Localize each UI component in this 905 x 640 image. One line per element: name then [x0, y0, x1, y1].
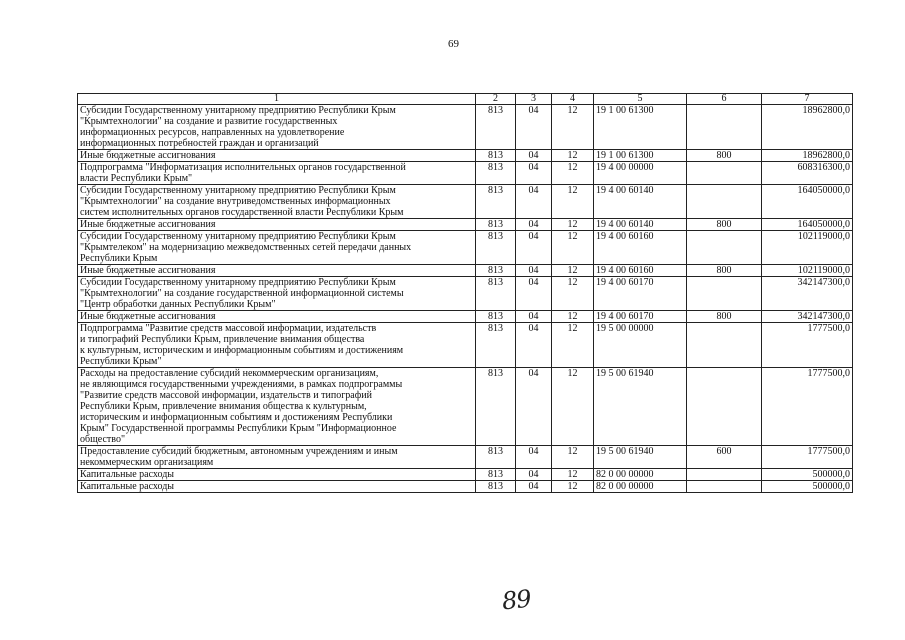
row-target-article-cell: 19 4 00 60140: [594, 219, 687, 231]
row-expense-type-cell: [687, 368, 762, 446]
row-ved-cell: 813: [476, 277, 516, 311]
table-row: [78, 277, 853, 311]
row-amount-cell: 500000,0: [762, 469, 853, 481]
row-section-cell: 04: [516, 469, 552, 481]
row-target-article-cell: 19 4 00 00000: [594, 162, 687, 185]
row-name-cell: Субсидии Государственному унитарному предприятию Республики Крым "Крымтехнологии" на создание и развитие государственных информационных ресурсов, направленных на удовлетворение информационных потребностей граждан и организаций: [78, 105, 476, 150]
row-expense-type-cell: 800: [687, 219, 762, 231]
table-row: [78, 105, 853, 150]
table-row: [78, 311, 853, 323]
row-amount-cell: 1777500,0: [762, 368, 853, 446]
row-amount-cell: 608316300,0: [762, 162, 853, 185]
row-expense-type-cell: [687, 162, 762, 185]
row-expense-type-cell: 800: [687, 311, 762, 323]
table-row: [78, 185, 853, 219]
row-name-cell: Подпрограмма "Развитие средств массовой информации, издательств и типографий Республики Крым, привлечение внимания общества к культурным, историческим и информационным событиям и достижениям Республики Крым": [78, 323, 476, 368]
row-subsection-cell: 12: [552, 277, 594, 311]
row-name-cell: Расходы на предоставление субсидий некоммерческим организациям, не являющимся государственными учреждениями, в рамках подпрограммы "Развитие средств массовой информации, издательств и типографий Республики Крым, привлечение внимания общества к культурным, историческим и информационным событиям и достижениям Республики Крым" Государственной программы Республики Крым "Информационное общество": [78, 368, 476, 446]
row-subsection-cell: 12: [552, 469, 594, 481]
row-name-cell: Иные бюджетные ассигнования: [78, 265, 476, 277]
row-section-cell: 04: [516, 323, 552, 368]
row-target-article-cell: 19 4 00 60170: [594, 277, 687, 311]
row-target-article-cell: 82 0 00 00000: [594, 469, 687, 481]
row-subsection-cell: 12: [552, 231, 594, 265]
column-header: 5: [594, 94, 687, 105]
row-subsection-cell: 12: [552, 150, 594, 162]
row-subsection-cell: 12: [552, 185, 594, 219]
row-name-cell: Субсидии Государственному унитарному предприятию Республики Крым "Крымтехнологии" на создание государственной информационной системы "Центр обработки данных Республики Крым": [78, 277, 476, 311]
row-name-cell: Субсидии Государственному унитарному предприятию Республики Крым "Крымтелеком" на модернизацию межведомственных сетей передачи данных Республики Крым: [78, 231, 476, 265]
row-subsection-cell: 12: [552, 368, 594, 446]
row-target-article-cell: 19 4 00 60160: [594, 265, 687, 277]
row-target-article-cell: 19 5 00 61940: [594, 446, 687, 469]
row-section-cell: 04: [516, 311, 552, 323]
table-body: [78, 105, 853, 493]
row-section-cell: 04: [516, 446, 552, 469]
table-row: [78, 219, 853, 231]
row-amount-cell: 102119000,0: [762, 265, 853, 277]
row-ved-cell: 813: [476, 105, 516, 150]
row-target-article-cell: 19 5 00 61940: [594, 368, 687, 446]
row-target-article-cell: 82 0 00 00000: [594, 481, 687, 493]
table-row: [78, 368, 853, 446]
row-ved-cell: 813: [476, 446, 516, 469]
row-section-cell: 04: [516, 481, 552, 493]
row-subsection-cell: 12: [552, 105, 594, 150]
row-section-cell: 04: [516, 162, 552, 185]
handwritten-mark: 89: [500, 584, 532, 616]
row-subsection-cell: 12: [552, 162, 594, 185]
budget-table: [77, 93, 853, 493]
row-name-cell: Субсидии Государственному унитарному предприятию Республики Крым "Крымтехнологии" на создание внутриведомственных информационных систем исполнительных органов государственной власти Республики Крым: [78, 185, 476, 219]
column-header: 1: [78, 94, 476, 105]
table-row: [78, 323, 853, 368]
row-amount-cell: 18962800,0: [762, 150, 853, 162]
row-ved-cell: 813: [476, 481, 516, 493]
row-ved-cell: 813: [476, 219, 516, 231]
row-target-article-cell: 19 4 00 60170: [594, 311, 687, 323]
row-subsection-cell: 12: [552, 219, 594, 231]
row-amount-cell: 1777500,0: [762, 446, 853, 469]
row-expense-type-cell: [687, 185, 762, 219]
table-row: [78, 162, 853, 185]
table-row: [78, 446, 853, 469]
row-target-article-cell: 19 1 00 61300: [594, 150, 687, 162]
row-ved-cell: 813: [476, 150, 516, 162]
row-name-cell: Капитальные расходы: [78, 481, 476, 493]
row-section-cell: 04: [516, 185, 552, 219]
row-name-cell: Предоставление субсидий бюджетным, автономным учреждениям и иным некоммерческим организациям: [78, 446, 476, 469]
row-ved-cell: 813: [476, 231, 516, 265]
row-expense-type-cell: [687, 323, 762, 368]
table-row: [78, 469, 853, 481]
row-expense-type-cell: 600: [687, 446, 762, 469]
row-section-cell: 04: [516, 105, 552, 150]
table-row: [78, 150, 853, 162]
row-expense-type-cell: [687, 277, 762, 311]
row-name-cell: Подпрограмма "Информатизация исполнительных органов государственной власти Республики Крым": [78, 162, 476, 185]
row-subsection-cell: 12: [552, 265, 594, 277]
row-expense-type-cell: 800: [687, 265, 762, 277]
row-section-cell: 04: [516, 277, 552, 311]
page-number: 69: [448, 38, 459, 50]
row-ved-cell: 813: [476, 162, 516, 185]
row-section-cell: 04: [516, 219, 552, 231]
row-name-cell: Капитальные расходы: [78, 469, 476, 481]
table-row: [78, 265, 853, 277]
row-amount-cell: 164050000,0: [762, 185, 853, 219]
row-name-cell: Иные бюджетные ассигнования: [78, 219, 476, 231]
row-amount-cell: 1777500,0: [762, 323, 853, 368]
table-header-row: [78, 94, 853, 105]
row-ved-cell: 813: [476, 311, 516, 323]
row-amount-cell: 18962800,0: [762, 105, 853, 150]
row-ved-cell: 813: [476, 185, 516, 219]
column-header: 7: [762, 94, 853, 105]
row-amount-cell: 500000,0: [762, 481, 853, 493]
table-row: [78, 481, 853, 493]
row-ved-cell: 813: [476, 368, 516, 446]
row-amount-cell: 102119000,0: [762, 231, 853, 265]
row-expense-type-cell: 800: [687, 150, 762, 162]
column-header: 6: [687, 94, 762, 105]
row-name-cell: Иные бюджетные ассигнования: [78, 311, 476, 323]
row-subsection-cell: 12: [552, 323, 594, 368]
row-amount-cell: 342147300,0: [762, 311, 853, 323]
row-section-cell: 04: [516, 150, 552, 162]
row-section-cell: 04: [516, 265, 552, 277]
row-ved-cell: 813: [476, 323, 516, 368]
row-target-article-cell: 19 5 00 00000: [594, 323, 687, 368]
row-target-article-cell: 19 4 00 60160: [594, 231, 687, 265]
row-amount-cell: 342147300,0: [762, 277, 853, 311]
row-target-article-cell: 19 1 00 61300: [594, 105, 687, 150]
row-ved-cell: 813: [476, 469, 516, 481]
row-subsection-cell: 12: [552, 446, 594, 469]
row-ved-cell: 813: [476, 265, 516, 277]
row-section-cell: 04: [516, 368, 552, 446]
table-row: [78, 231, 853, 265]
column-header: 2: [476, 94, 516, 105]
row-subsection-cell: 12: [552, 481, 594, 493]
row-expense-type-cell: [687, 481, 762, 493]
row-subsection-cell: 12: [552, 311, 594, 323]
row-expense-type-cell: [687, 469, 762, 481]
row-amount-cell: 164050000,0: [762, 219, 853, 231]
row-target-article-cell: 19 4 00 60140: [594, 185, 687, 219]
row-name-cell: Иные бюджетные ассигнования: [78, 150, 476, 162]
row-expense-type-cell: [687, 105, 762, 150]
column-header: 3: [516, 94, 552, 105]
row-section-cell: 04: [516, 231, 552, 265]
column-header: 4: [552, 94, 594, 105]
row-expense-type-cell: [687, 231, 762, 265]
